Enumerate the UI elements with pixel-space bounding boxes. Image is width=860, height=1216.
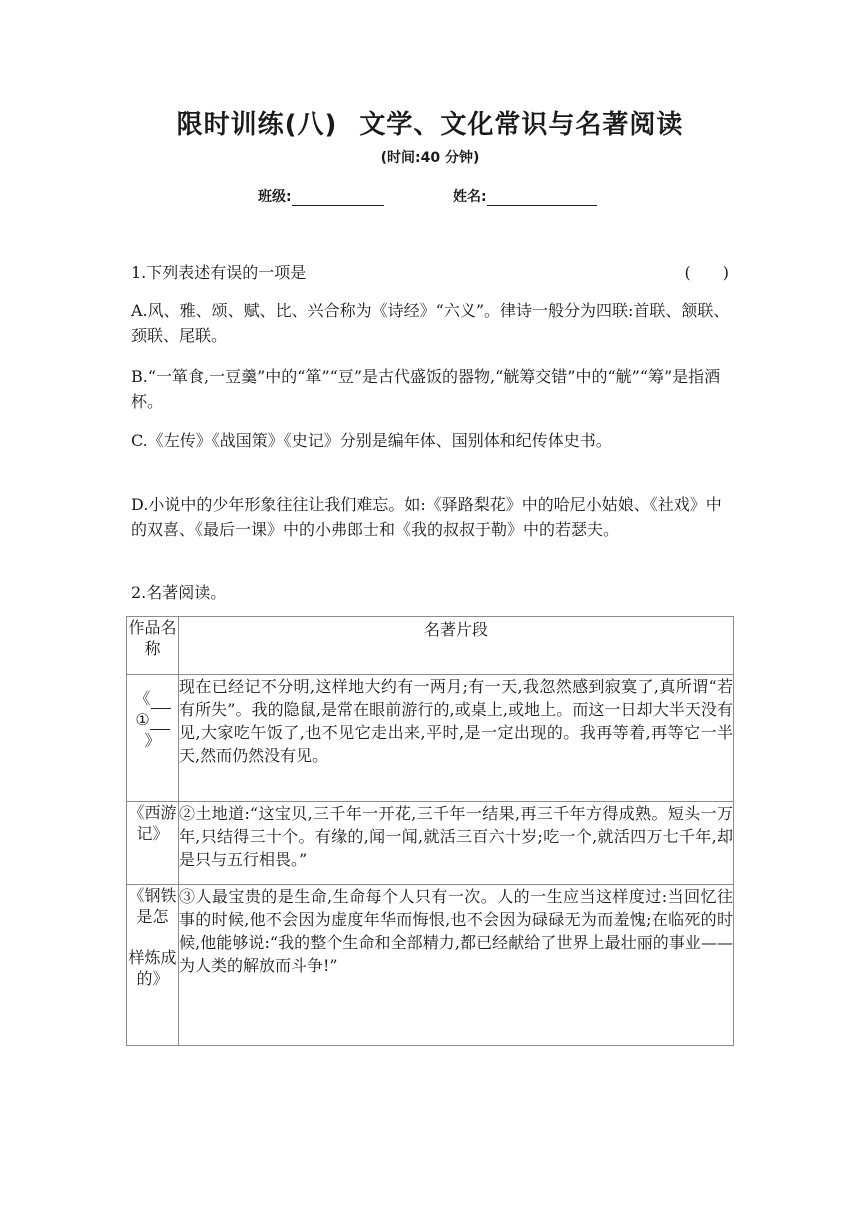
title-left: 限时训练(八): [176, 110, 338, 140]
work-name-cell: [127, 885, 179, 1046]
works-table: [126, 616, 734, 1046]
class-label: 班级:: [258, 189, 292, 205]
work-blank[interactable]: [151, 690, 171, 709]
fragment-cell: ②土地道:“这宝贝,三千年一开花,三千年一结果,再三千年方得成熟。短头一万年,只结得三十个。有缘的,闻一闻,就活三百六十岁;吃一个,就活四万七千年,却是只与五行相畏。”: [179, 802, 734, 885]
col-header-fragment: 名著片段: [179, 617, 734, 675]
option-d: D.小说中的少年形象往往让我们难忘。如:《驿路梨花》中的哈尼小姑娘、《社戏》中的双喜、《最后一课》中的小弗郎士和《我的叔叔于勒》中的若瑟夫。: [131, 495, 722, 539]
question-2-stem: 2.名著阅读。: [131, 583, 227, 602]
blank-number: ①: [135, 710, 150, 729]
name-blank[interactable]: [487, 189, 597, 206]
work-name-line-2: 样炼成的》: [128, 948, 177, 988]
work-name-cell: [127, 675, 179, 802]
work-name-cell: 《西游记》: [127, 802, 179, 885]
answer-parentheses[interactable]: ( ): [684, 263, 729, 282]
option-b: B.“一箪食,一豆羹”中的“箪”“豆”是古代盛饭的器物,“觥筹交错”中的“觥”“筹”是指酒杯。: [131, 367, 721, 411]
col-header-work: 作品名称: [127, 617, 179, 675]
question-1-stem: 1.下列表述有误的一项是 ( ): [131, 260, 731, 285]
table-row: [127, 802, 734, 885]
name-label: 姓名:: [453, 189, 487, 205]
class-field[interactable]: [258, 186, 384, 206]
table-header-row: [127, 617, 734, 675]
work-close-bracket: 》: [144, 731, 161, 750]
title-right: 文学、文化常识与名著阅读: [359, 110, 684, 140]
table-row: [127, 675, 734, 802]
option-c: C.《左传》《战国策》《史记》分别是编年体、国别体和纪传体史书。: [131, 431, 612, 450]
fragment-cell: ③人最宝贵的是生命,生命每个人只有一次。人的一生应当这样度过:当回忆往事的时候,他不会因为虚度年华而悔恨,也不会因为碌碌无为而羞愧;在临死的时候,他能够说:“我的整个生命和全部精力,都已经献给了世界上最壮丽的事业——为人类的解放而斗争!”: [179, 885, 734, 1046]
table-row: [127, 885, 734, 1046]
time-subtitle: (时间:40 分钟): [380, 150, 480, 166]
work-name-line-1: 《钢铁是怎: [128, 886, 177, 926]
page-title: [0, 104, 860, 141]
class-blank[interactable]: [292, 189, 384, 206]
option-a: A.风、雅、颂、赋、比、兴合称为《诗经》“六义”。律诗一般分为四联:首联、颔联、颈联、尾联。: [131, 301, 730, 345]
work-blank-tail[interactable]: [150, 711, 170, 730]
fragment-cell: 现在已经记不分明,这样地大约有一两月;有一天,我忽然感到寂寞了,真所谓“若有所失”。我的隐鼠,是常在眼前游行的,或桌上,或地上。而这一日却大半天没有见,大家吃午饭了,也不见它走出来,平时,是一定出现的。我再等着,再等它一半天,然而仍然没有见。: [179, 675, 734, 802]
name-field[interactable]: [453, 186, 597, 206]
work-open-bracket: 《: [134, 689, 151, 708]
